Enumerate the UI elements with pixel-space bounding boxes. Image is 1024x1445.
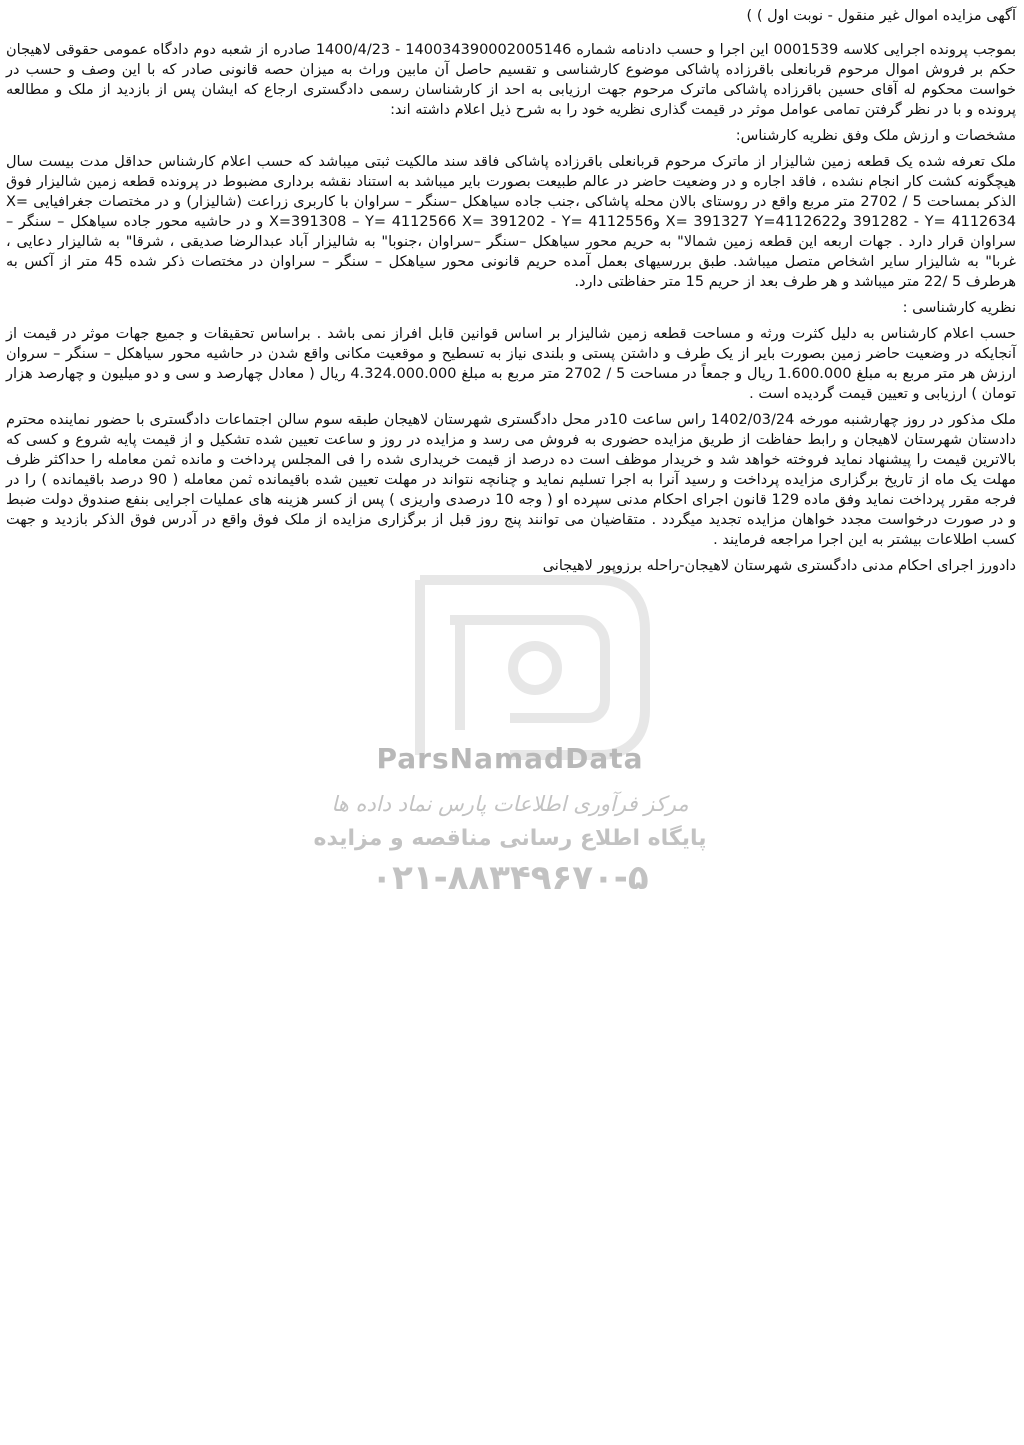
specs-body: ملک تعرفه شده یک قطعه زمین شالیزار از ماترک مرحوم قربانعلی باقرزاده پاشاکی فاقد سند مالکیت ثبتی میباشد که حسب اعلام کارشناس حداقل مدت بیست سال هیچگونه کشت کار انجام نشده ، فاقد اجاره و در وضعیت حاضر در عالم طبیعت بصورت بایر میباشد به استناد نقشه برداری مضبوط در پرونده قطعه زمین شالیزار فوق الذکر بمساحت 5 / 2702 متر مربع واقع در روستای بالان محله پاشاکی ،جنب جاده سیاهکل –سنگر – سراوان با کاربری زراعت (شالیزار) و در مختصات جغرافیایی X= 391282 - Y= 4112634 وX= 391327 Y=4112622 وX=391308 – Y= 4112566 X= 391202 - Y= 4112556 و در حاشیه محور جاده سیاهکل – سنگر – سراوان قرار دارد . جهات اربعه این قطعه زمین شمالا" به حریم محور سیاهکل –سنگر –سراوان ،جنوبا" به شالیزار آباد عبدالرضا صدیقی ، شرقا" به شالیزار دعایی ، غربا" به شالیزار سایر اشخاص متصل میباشد. طبق بررسیهای بعمل آمده حریم قانونی محور سیاهکل – سنگر – سراوان در مختصات ذکر شده 45 متر از آکس به هرطرف 5 /22 متر میباشد و هر طرف بعد از حریم 15 متر حفاظتی دارد. <box>6 154 1016 290</box>
watermark-line-company: مرکز فرآوری اطلاعات پارس نماد داده ها <box>331 792 689 816</box>
signature: دادورز اجرای احکام مدنی دادگستری شهرستان لاهیجان-راحله برزوپور لاهیجانی <box>542 558 1016 574</box>
watermark-brand: ParsNamadData <box>376 742 644 775</box>
opinion-title: نظریه کارشناسی : <box>902 300 1016 316</box>
auction-body: ملک مذکور در روز چهارشنبه مورخه 1402/03/24 راس ساعت 10در محل دادگستری شهرستان لاهیجان طبقه سوم سالن اجتماعات دادگستری با حضور نماینده محترم دادستان شهرستان لاهیجان و رابط حفاظت از طریق مزایده حضوری به فروش می رسد و مزایده در روز و ساعت تعیین شده تشکیل و از قیمت پایه شروع و کسی که بالاترین قیمت را پیشنهاد نماید فروخته خواهد شد و خریدار موظف است ده درصد از قیمت خریداری شده را فی المجلس پرداخت و مانده ثمن معامله را حداکثر ظرف مهلت یک ماه از تاریخ برگزاری مزایده پرداخت و رسید آنرا به اجرا تسلیم نماید و چنانچه نتواند در مهلت تعیین شده باقیمانده ثمن معامله ( 90 درصد باقیمانده ) را در فرجه مقرر پرداخت نماید وفق ماده 129 قانون اجرای احکام مدنی سپرده او ( وجه 10 درصدی واریزی ) پس از کسر هزینه های عملیات اجرایی بنفع صندوق دولت ضبط و در صورت درخواست مجدد خواهان مزایده تجدید میگردد . متقاضیان می توانند پنج روز قبل از برگزاری مزایده از ملک فوق واقع در آدرس فوق الذکر بازدید و جهت کسب اطلاعات بیشتر به این اجرا مراجعه فرمایند . <box>6 412 1016 548</box>
watermark-line-portal: پایگاه اطلاع رسانی مناقصه و مزایده <box>313 826 707 851</box>
notice-intro: بموجب پرونده اجرایی کلاسه 0001539 این اجرا و حسب دادنامه شماره 140034390002005146 - 1400/4/23 صادره از شعبه دوم دادگاه عمومی حقوقی لاهیجان حکم بر فروش اموال مرحوم قربانعلی باقرزاده پاشاکی موضوع کارشناسی و تقسیم حاصل آن مابین وراث به میزان حصه قانونی صادر که با این وصف و حسب در خواست محکوم له آقای حسین باقرزاده پاشاکی ماترک مرحوم جهت ارزیابی به احد از کارشناسان رسمی دادگستری ارجاع که ایشان پس از بازدید از ملک و مطالعه پرونده و با در نظر گرفتن تمامی عوامل موثر در قیمت گذاری نظریه خود را به شرح ذیل اعلام داشته اند: <box>6 42 1016 118</box>
notice-text <box>6 6 1016 582</box>
specs-title: مشخصات و ارزش ملک وفق نظریه کارشناس: <box>735 128 1016 144</box>
opinion-body: حسب اعلام کارشناس به دلیل کثرت ورثه و مساحت قطعه زمین شالیزار بر اساس قوانین قابل افراز نمی باشد . براساس تحقیقات و جمیع جهات موثر در قیمت از آنجایکه در وضعیت حاضر زمین بصورت بایر از یک طرف و داشتن پستی و بلندی نیاز به تسطیح و موقعیت مکانی واقع شدن در حاشیه محور سیاهکل – سنگر – سروان ارزش هر متر مربع به مبلغ 1.600.000 ریال و جمعاً در مساحت 5 / 2702 متر مربع به مبلغ 4.324.000.000 ریال ( معادل چهارصد و سی و دو میلیون و چهارصد هزار تومان ) ارزیابی و تعیین قیمت گردیده است . <box>6 326 1016 402</box>
notice-heading: آگهی مزایده اموال غیر منقول - نوبت اول ) ) <box>746 8 1016 24</box>
watermark-phone: ۰۲۱-۸۸۳۴۹۶۷۰-۵ <box>371 858 649 898</box>
